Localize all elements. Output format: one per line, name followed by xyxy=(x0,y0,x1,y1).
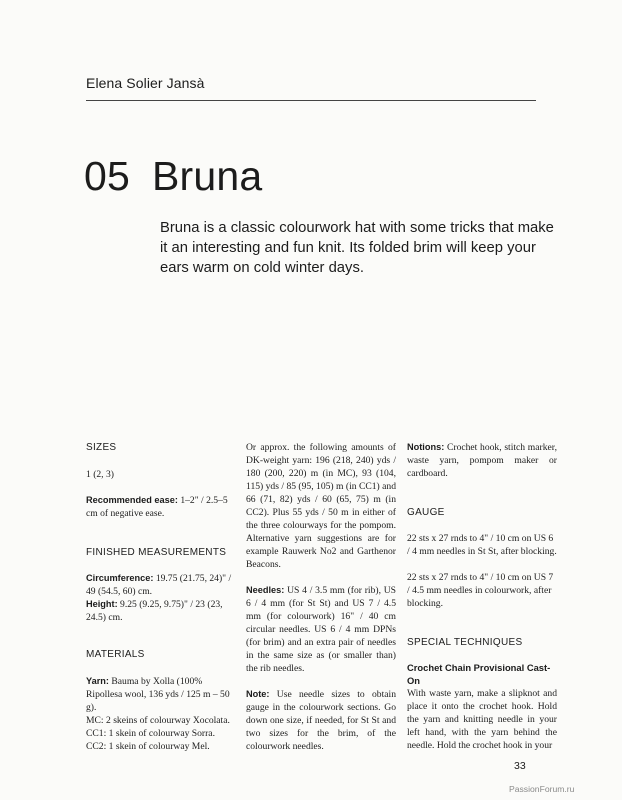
sizes-heading: SIZES xyxy=(86,442,117,453)
yarn-label: Yarn: xyxy=(86,676,109,686)
height-text: 9.25 (9.25, 9.75)" / 23 (23, 24.5) cm. xyxy=(86,599,223,623)
note-text: Use needle sizes to obtain gauge in the colourwork sections. Go down one size, if needed, for St St and two sizes for the brim, of the colourwork needles. xyxy=(246,689,396,752)
notions-label: Notions: xyxy=(407,442,445,452)
sizes-values: 1 (2, 3) xyxy=(86,469,114,480)
special-subheading: Crochet Chain Provisional Cast-On xyxy=(407,662,551,686)
yarn-mc: MC: 2 skeins of colourway Xocolata. xyxy=(86,715,230,726)
circumference xyxy=(86,572,236,598)
pattern-number: 05 xyxy=(84,153,131,199)
special-text: With waste yarn, make a slipknot and place it onto the crochet hook. Hold the yarn and knitting needle in your left hand, with the yarn behind the needle. Hold the crochet hook in your xyxy=(407,688,557,751)
needles-label: Needles: xyxy=(246,585,285,595)
header-rule xyxy=(86,100,536,101)
circumference-text: 19.75 (21.75, 24)" / 49 (54.5, 60) cm. xyxy=(86,573,232,597)
note xyxy=(246,688,396,753)
special-heading: SPECIAL TECHNIQUES xyxy=(407,637,523,648)
materials-heading: MATERIALS xyxy=(86,649,145,660)
watermark: PassionForum.ru xyxy=(509,784,575,794)
alt-yarn-text: Or approx. the following amounts of DK-weight yarn: 196 (218, 240) yds / 180 (200, 220) m (in MC), 93 (104, 115) yds / 85 (95, 105) m (in CC1) and 66 (71, 82) yds / 60 (65, 75) m (in CC2). Plus 55 yds / 50 m in either of the three colourways for the pompom. Alternative yarn suggestions are for example Rauwerk No2 and Garthenor Beacons. xyxy=(246,442,396,570)
finished-heading: FINISHED MEASUREMENTS xyxy=(86,547,227,558)
needles-text: US 4 / 3.5 mm (for rib), US 6 / 4 mm (for St St) and US 7 / 4.5 mm (for colourwork) 16" / 40 cm circular needles. US 6 / 4 mm DPNs (for brim) and an extra pair of needles in the same size as (or smaller than) the rib needles. xyxy=(246,585,397,674)
height-label: Height: xyxy=(86,599,118,609)
column-2 xyxy=(246,441,396,753)
gauge-stst: 22 sts x 27 rnds to 4" / 10 cm on US 6 / 4 mm needles in St St, after blocking. xyxy=(407,533,557,557)
ease-label: Recommended ease: xyxy=(86,495,178,505)
gauge-heading: GAUGE xyxy=(407,507,445,518)
notions-text: Crochet hook, stitch marker, waste yarn, pompom maker or cardboard. xyxy=(407,442,557,479)
needles xyxy=(246,584,396,675)
height xyxy=(86,598,236,624)
gauge-colourwork: 22 sts x 27 rnds to 4" / 10 cm on US 7 / 4.5 mm needles in colourwork, after blocking. xyxy=(407,572,554,609)
circumference-label: Circumference: xyxy=(86,573,154,583)
yarn-cc1: CC1: 1 skein of colourway Sorra. xyxy=(86,728,215,739)
pattern-name: Bruna xyxy=(152,153,263,199)
column-3 xyxy=(407,441,557,752)
column-1 xyxy=(86,441,236,753)
note-label: Note: xyxy=(246,689,270,699)
notions xyxy=(407,441,557,480)
yarn xyxy=(86,675,236,714)
intro-text: Bruna is a classic colourwork hat with some tricks that make it an interesting and fun knit. Its folded brim will keep your ears warm on cold winter days. xyxy=(160,220,554,276)
author-name: Elena Solier Jansà xyxy=(86,75,205,91)
page-number: 33 xyxy=(514,760,526,772)
ease-text: 1–2" / 2.5–5 cm of negative ease. xyxy=(86,495,228,519)
yarn-text: Bauma by Xolla (100% Ripollesa wool, 136 yds / 125 m – 50 g). xyxy=(86,676,230,713)
pattern-title xyxy=(84,153,262,200)
yarn-cc2: CC2: 1 skein of colourway Mel. xyxy=(86,741,210,752)
recommended-ease xyxy=(86,494,236,520)
